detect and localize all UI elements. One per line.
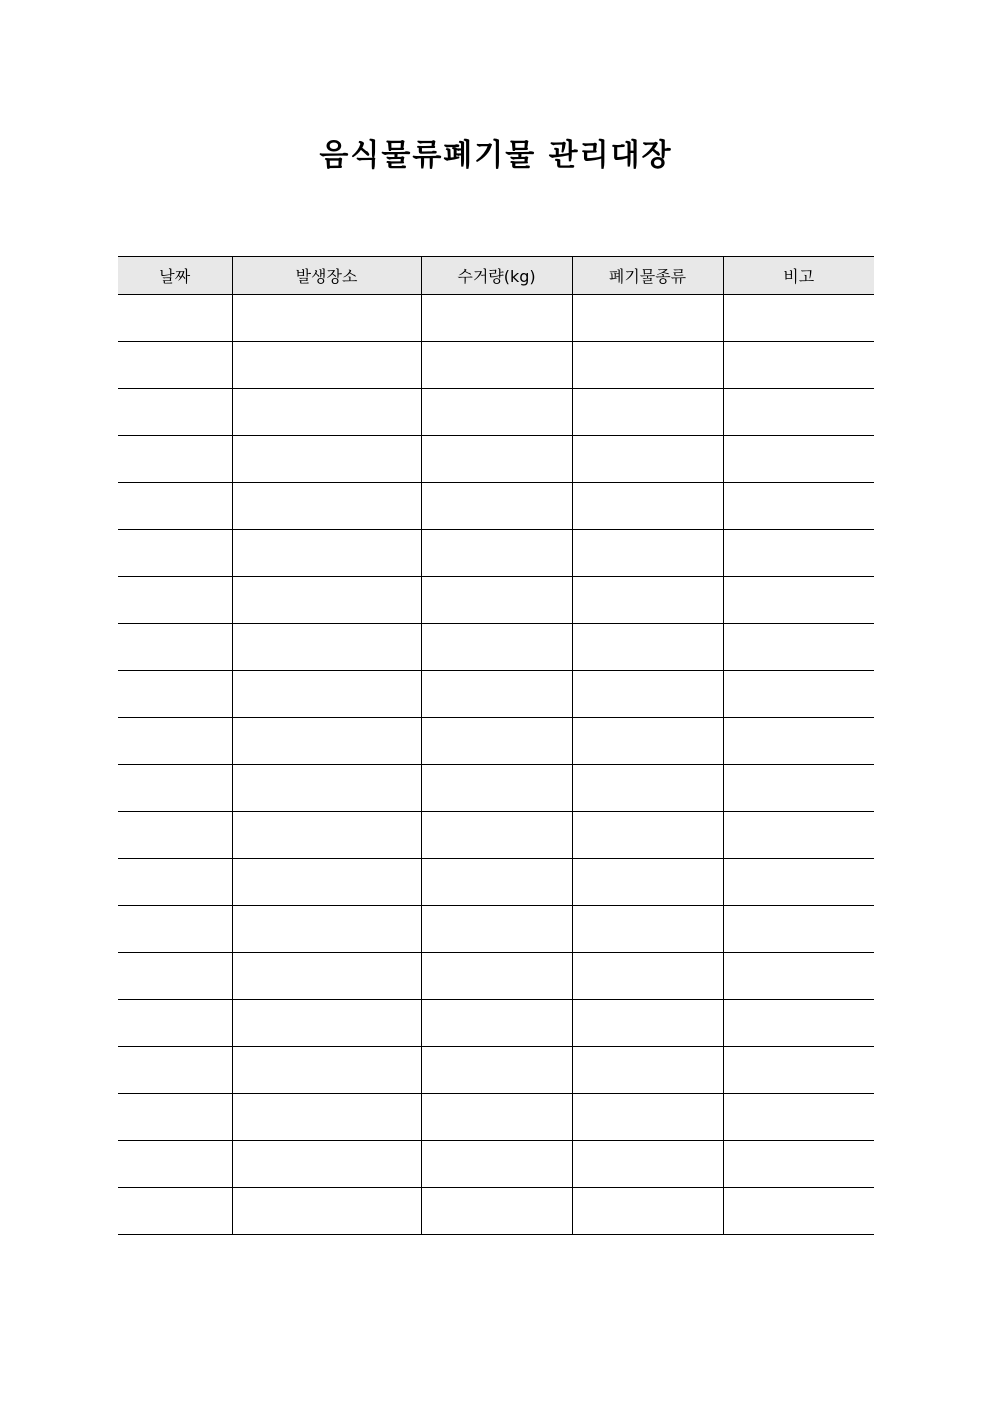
waste-type-cell[interactable] xyxy=(572,389,723,436)
amount-cell[interactable] xyxy=(421,530,572,577)
date-cell[interactable] xyxy=(118,812,232,859)
header-amount: 수거량(kg) xyxy=(421,257,572,295)
table-row xyxy=(118,1188,874,1235)
table-row xyxy=(118,1047,874,1094)
table-row xyxy=(118,295,874,342)
waste-type-cell[interactable] xyxy=(572,530,723,577)
amount-cell[interactable] xyxy=(421,812,572,859)
location-cell[interactable] xyxy=(232,1141,421,1188)
remarks-cell[interactable] xyxy=(723,1188,874,1235)
waste-type-cell[interactable] xyxy=(572,1000,723,1047)
amount-cell[interactable] xyxy=(421,953,572,1000)
amount-cell[interactable] xyxy=(421,1000,572,1047)
date-cell[interactable] xyxy=(118,765,232,812)
remarks-cell[interactable] xyxy=(723,906,874,953)
table-row xyxy=(118,483,874,530)
date-cell[interactable] xyxy=(118,295,232,342)
remarks-cell[interactable] xyxy=(723,765,874,812)
remarks-cell[interactable] xyxy=(723,953,874,1000)
amount-cell[interactable] xyxy=(421,1188,572,1235)
table-row xyxy=(118,718,874,765)
remarks-cell[interactable] xyxy=(723,436,874,483)
table-row xyxy=(118,859,874,906)
location-cell[interactable] xyxy=(232,1094,421,1141)
amount-cell[interactable] xyxy=(421,483,572,530)
amount-cell[interactable] xyxy=(421,1094,572,1141)
date-cell[interactable] xyxy=(118,718,232,765)
remarks-cell[interactable] xyxy=(723,1141,874,1188)
table-row xyxy=(118,624,874,671)
remarks-cell[interactable] xyxy=(723,718,874,765)
date-cell[interactable] xyxy=(118,906,232,953)
amount-cell[interactable] xyxy=(421,671,572,718)
location-cell[interactable] xyxy=(232,530,421,577)
amount-cell[interactable] xyxy=(421,1047,572,1094)
header-waste-type: 폐기물종류 xyxy=(572,257,723,295)
date-cell[interactable] xyxy=(118,624,232,671)
location-cell[interactable] xyxy=(232,483,421,530)
date-cell[interactable] xyxy=(118,436,232,483)
remarks-cell[interactable] xyxy=(723,530,874,577)
table-row xyxy=(118,436,874,483)
table-body xyxy=(118,295,874,1235)
date-cell[interactable] xyxy=(118,1047,232,1094)
table-row xyxy=(118,577,874,624)
waste-type-cell[interactable] xyxy=(572,1094,723,1141)
remarks-cell[interactable] xyxy=(723,859,874,906)
remarks-cell[interactable] xyxy=(723,577,874,624)
location-cell[interactable] xyxy=(232,718,421,765)
table-row xyxy=(118,1000,874,1047)
location-cell[interactable] xyxy=(232,953,421,1000)
remarks-cell[interactable] xyxy=(723,342,874,389)
waste-type-cell[interactable] xyxy=(572,1188,723,1235)
table-row xyxy=(118,765,874,812)
date-cell[interactable] xyxy=(118,953,232,1000)
waste-type-cell[interactable] xyxy=(572,671,723,718)
location-cell[interactable] xyxy=(232,436,421,483)
waste-ledger-table xyxy=(118,256,874,1235)
location-cell[interactable] xyxy=(232,765,421,812)
waste-type-cell[interactable] xyxy=(572,859,723,906)
location-cell[interactable] xyxy=(232,906,421,953)
table-row xyxy=(118,953,874,1000)
waste-type-cell[interactable] xyxy=(572,436,723,483)
amount-cell[interactable] xyxy=(421,295,572,342)
table-row xyxy=(118,389,874,436)
amount-cell[interactable] xyxy=(421,624,572,671)
location-cell[interactable] xyxy=(232,577,421,624)
table-row xyxy=(118,1094,874,1141)
date-cell[interactable] xyxy=(118,342,232,389)
remarks-cell[interactable] xyxy=(723,1047,874,1094)
amount-cell[interactable] xyxy=(421,859,572,906)
remarks-cell[interactable] xyxy=(723,389,874,436)
table-row xyxy=(118,671,874,718)
header-date: 날짜 xyxy=(118,257,232,295)
date-cell[interactable] xyxy=(118,1141,232,1188)
remarks-cell[interactable] xyxy=(723,812,874,859)
location-cell[interactable] xyxy=(232,1047,421,1094)
waste-type-cell[interactable] xyxy=(572,953,723,1000)
location-cell[interactable] xyxy=(232,389,421,436)
date-cell[interactable] xyxy=(118,1000,232,1047)
amount-cell[interactable] xyxy=(421,577,572,624)
amount-cell[interactable] xyxy=(421,436,572,483)
waste-type-cell[interactable] xyxy=(572,342,723,389)
waste-type-cell[interactable] xyxy=(572,1047,723,1094)
location-cell[interactable] xyxy=(232,859,421,906)
location-cell[interactable] xyxy=(232,624,421,671)
waste-type-cell[interactable] xyxy=(572,906,723,953)
waste-type-cell[interactable] xyxy=(572,718,723,765)
header-remarks: 비고 xyxy=(723,257,874,295)
waste-type-cell[interactable] xyxy=(572,765,723,812)
date-cell[interactable] xyxy=(118,859,232,906)
location-cell[interactable] xyxy=(232,812,421,859)
waste-type-cell[interactable] xyxy=(572,577,723,624)
amount-cell[interactable] xyxy=(421,342,572,389)
date-cell[interactable] xyxy=(118,389,232,436)
waste-type-cell[interactable] xyxy=(572,483,723,530)
waste-type-cell[interactable] xyxy=(572,812,723,859)
table-row xyxy=(118,342,874,389)
header-location: 발생장소 xyxy=(232,257,421,295)
remarks-cell[interactable] xyxy=(723,1094,874,1141)
date-cell[interactable] xyxy=(118,671,232,718)
table-row xyxy=(118,812,874,859)
location-cell[interactable] xyxy=(232,671,421,718)
amount-cell[interactable] xyxy=(421,1141,572,1188)
date-cell[interactable] xyxy=(118,1188,232,1235)
amount-cell[interactable] xyxy=(421,906,572,953)
waste-type-cell[interactable] xyxy=(572,624,723,671)
date-cell[interactable] xyxy=(118,530,232,577)
table-row xyxy=(118,906,874,953)
remarks-cell[interactable] xyxy=(723,1000,874,1047)
remarks-cell[interactable] xyxy=(723,483,874,530)
remarks-cell[interactable] xyxy=(723,671,874,718)
date-cell[interactable] xyxy=(118,577,232,624)
remarks-cell[interactable] xyxy=(723,295,874,342)
table-row xyxy=(118,1141,874,1188)
amount-cell[interactable] xyxy=(421,718,572,765)
location-cell[interactable] xyxy=(232,342,421,389)
table-header-row xyxy=(118,257,874,295)
location-cell[interactable] xyxy=(232,1000,421,1047)
location-cell[interactable] xyxy=(232,1188,421,1235)
location-cell[interactable] xyxy=(232,295,421,342)
amount-cell[interactable] xyxy=(421,765,572,812)
page-title: 음식물류폐기물 관리대장 xyxy=(319,138,673,173)
waste-type-cell[interactable] xyxy=(572,295,723,342)
waste-type-cell[interactable] xyxy=(572,1141,723,1188)
date-cell[interactable] xyxy=(118,1094,232,1141)
date-cell[interactable] xyxy=(118,483,232,530)
remarks-cell[interactable] xyxy=(723,624,874,671)
amount-cell[interactable] xyxy=(421,389,572,436)
table-row xyxy=(118,530,874,577)
